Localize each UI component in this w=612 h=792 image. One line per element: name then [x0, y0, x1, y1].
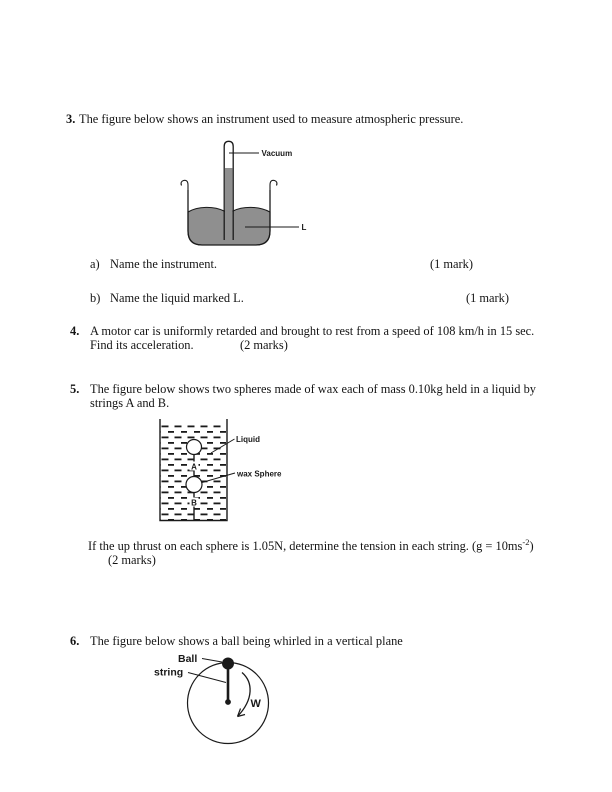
- whirled-ball-figure: [112, 645, 282, 755]
- q5-number: 5.: [70, 382, 80, 396]
- w-label: W: [250, 698, 261, 710]
- center-pivot: [225, 699, 231, 705]
- q3-number: 3.: [66, 112, 76, 126]
- q5-marks: (2 marks): [108, 553, 156, 567]
- q5-superscript: -2: [522, 536, 530, 547]
- q3b-marks: (1 mark): [466, 291, 510, 305]
- liquid-L-label: L: [301, 223, 307, 232]
- wax-sphere-top: [187, 440, 202, 455]
- q3-text: The figure below shows an instrument used to measure atmospheric pressure.: [79, 112, 464, 126]
- liquid-label: Liquid: [236, 435, 260, 444]
- string-a-label: A: [191, 462, 197, 472]
- q5-continuation: If the up thrust on each sphere is 1.05N, determine the tension in each string. $(g = 10ms^{-2})$: [88, 536, 534, 553]
- q6-number: 6.: [70, 634, 80, 648]
- q4-line2: Find its acceleration.: [90, 338, 194, 352]
- string-label: string: [154, 666, 184, 679]
- q3b-letter: b): [90, 291, 101, 305]
- q3a-letter: a): [90, 257, 100, 271]
- q6-text: The figure below shows a ball being whirled in a vertical plane: [90, 634, 403, 648]
- trough-left-hook: [181, 180, 188, 190]
- string-b-label: B: [191, 498, 197, 508]
- tube-mercury: [225, 168, 232, 239]
- wax-sphere-bottom: [186, 477, 202, 493]
- q4-marks: (2 marks): [240, 338, 288, 352]
- barometer-figure: [158, 136, 322, 250]
- q5-line1: The figure below shows two spheres made of wax each of mass 0.10kg held in a liquid by: [90, 382, 536, 396]
- q3a-marks: (1 mark): [430, 257, 474, 271]
- q4-line1: A motor car is uniformly retarded and brought to rest from a speed of 108 km/h in 15 sec.: [90, 324, 535, 338]
- wax-sphere-label: wax Sphere: [237, 469, 282, 479]
- ball: [222, 658, 234, 670]
- q5-line2: strings A and B.: [90, 396, 170, 410]
- vacuum-label: Vacuum: [261, 149, 293, 158]
- ball-label: Ball: [178, 653, 198, 665]
- q3b-text: Name the liquid marked L.: [110, 291, 244, 305]
- trough-right-hook: [270, 180, 277, 190]
- ball-pointer-line: [202, 659, 222, 663]
- wax-spheres-figure: [148, 413, 312, 527]
- q4-number: 4.: [70, 324, 80, 338]
- tube-vacuum: [225, 143, 232, 169]
- q3a-text: Name the instrument.: [110, 257, 218, 271]
